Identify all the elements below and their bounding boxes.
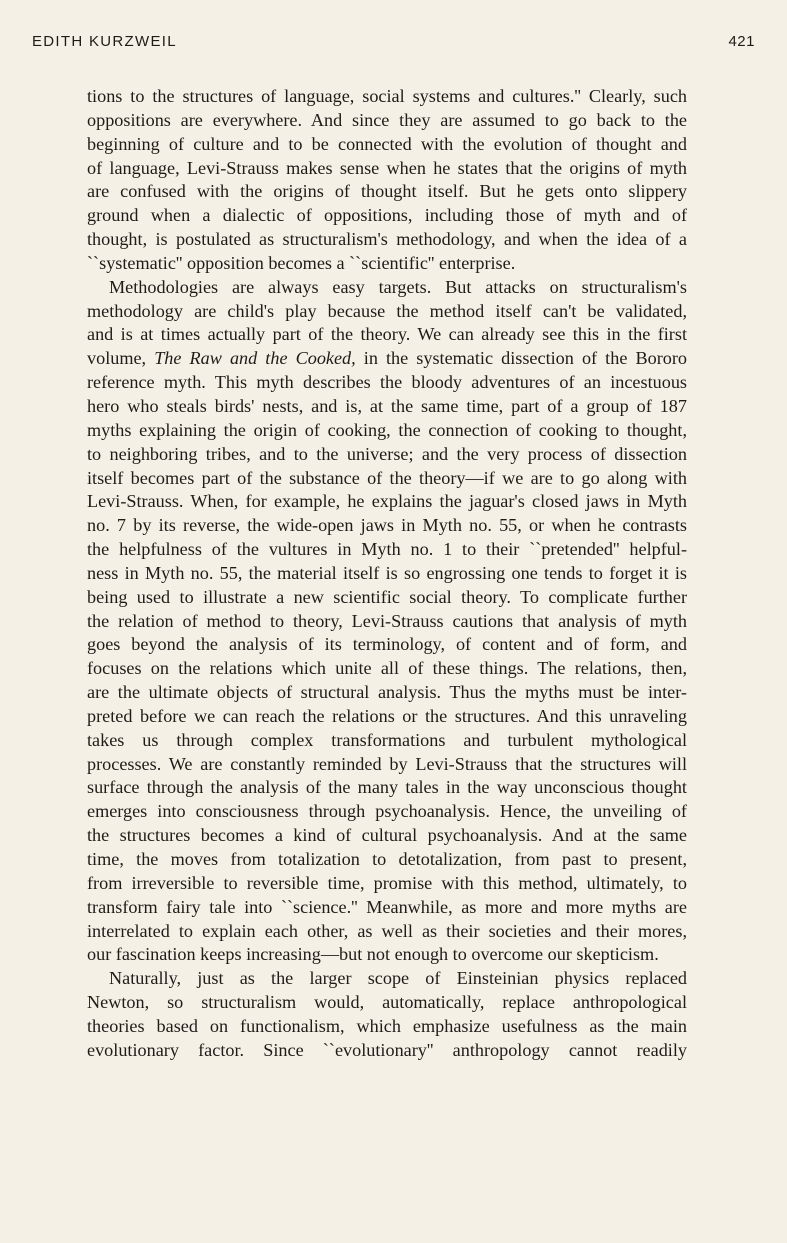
text-line: no. 7 by its reverse, the wide-open jaws in Myth no. 55, or when he contrasts [87, 515, 687, 536]
text-line: hero who steals birds' nests, and is, at the same time, part of a group of 187 [87, 395, 687, 416]
text-line: emerges into consciousness through psychoanalysis. Hence, the unveiling of [87, 801, 687, 822]
text-line: evolutionary factor. Since ``evolutionary'' anthropology cannot readily [87, 1039, 687, 1060]
text-line: theories based on functionalism, which emphasize usefulness as the main [87, 1015, 687, 1036]
text-line: tions to the structures of language, social systems and cultures.'' Clearly, such [87, 86, 687, 106]
running-head-author: EDITH KURZWEIL [32, 33, 177, 50]
text-line: Newton, so structuralism would, automatically, replace anthropological [87, 992, 687, 1013]
text-line: reference myth. This myth describes the bloody adventures of an incestuous [87, 372, 687, 393]
text-line: the helpfulness of the vultures in Myth no. 1 to their ``pretended'' helpful- [87, 539, 687, 560]
text-line: processes. We are constantly reminded by Levi-Strauss that the structures will [87, 753, 687, 774]
text-line: methodology are child's play because the method itself can't be validated, [87, 300, 687, 321]
text-line: time, the moves from totalization to detotalization, from past to present, [87, 849, 687, 869]
text-line: Levi-Strauss. When, for example, he explains the jaguar's closed jaws in Myth [87, 491, 687, 512]
text-line: ness in Myth no. 55, the material itself is so engrossing one tends to forget it is [87, 562, 687, 583]
text-line: and is at times actually part of the theory. We can already see this in the first [87, 324, 687, 345]
text-line: goes beyond the analysis of its terminology, of content and of form, and [87, 634, 687, 655]
text-line: beginning of culture and to be connected with the evolution of thought and [87, 133, 687, 154]
text-line: the relation of method to theory, Levi-Strauss cautions that analysis of myth [87, 610, 687, 631]
running-head [32, 33, 755, 50]
text-line: are confused with the origins of thought itself. But he gets onto slippery [87, 181, 687, 202]
text-line: oppositions are everywhere. And since they are assumed to go back to the [87, 109, 687, 130]
text-line: takes us through complex transformations and turbulent mythological [87, 729, 687, 750]
paragraph-first-line: Naturally, just as the larger scope of Einsteinian physics replaced [109, 968, 687, 989]
text-line: myths explaining the origin of cooking, the connection of cooking to thought, [87, 419, 687, 440]
text-fragment: volume, [87, 348, 155, 369]
text-line: our fascination keeps increasing—but not enough to overcome our skepticism. [87, 944, 659, 965]
text-line-with-title [87, 347, 687, 371]
text-line: surface through the analysis of the many tales in the way unconscious thought [87, 777, 687, 798]
text-line: the structures becomes a kind of cultural psychoanalysis. And at the same [87, 825, 687, 846]
text-fragment: in the systematic dissection of the Bororo [355, 348, 687, 369]
body-text [87, 85, 687, 1063]
text-line: ``systematic'' opposition becomes a ``scientific'' enterprise. [87, 252, 516, 273]
text-line: being used to illustrate a new scientific social theory. To complicate further [87, 586, 687, 607]
text-line: focuses on the relations which unite all of these things. The relations, then, [87, 658, 687, 679]
book-title: The Raw and the Cooked, [154, 348, 356, 369]
text-line: to neighboring tribes, and to the universe; and the very process of dissection [87, 443, 687, 464]
text-line: interrelated to explain each other, as well as their societies and their mores, [87, 920, 687, 941]
text-line: transform fairy tale into ``science.'' Meanwhile, as more and more myths are [87, 896, 687, 917]
text-line: preted before we can reach the relations or the structures. And this unraveling [87, 705, 687, 726]
page-number: 421 [728, 33, 755, 50]
text-line: from irreversible to reversible time, promise with this method, ultimately, to [87, 872, 687, 893]
text-line: ground when a dialectic of oppositions, including those of myth and of [87, 205, 687, 226]
paragraph-first-line: Methodologies are always easy targets. But attacks on structuralism's [109, 276, 687, 297]
text-line: itself becomes part of the substance of the theory—if we are to go along with [87, 467, 687, 488]
text-line: of language, Levi-Strauss makes sense when he states that the origins of myth [87, 157, 687, 178]
text-line: are the ultimate objects of structural analysis. Thus the myths must be inter- [87, 682, 687, 703]
text-line: thought, is postulated as structuralism's methodology, and when the idea of a [87, 229, 687, 250]
